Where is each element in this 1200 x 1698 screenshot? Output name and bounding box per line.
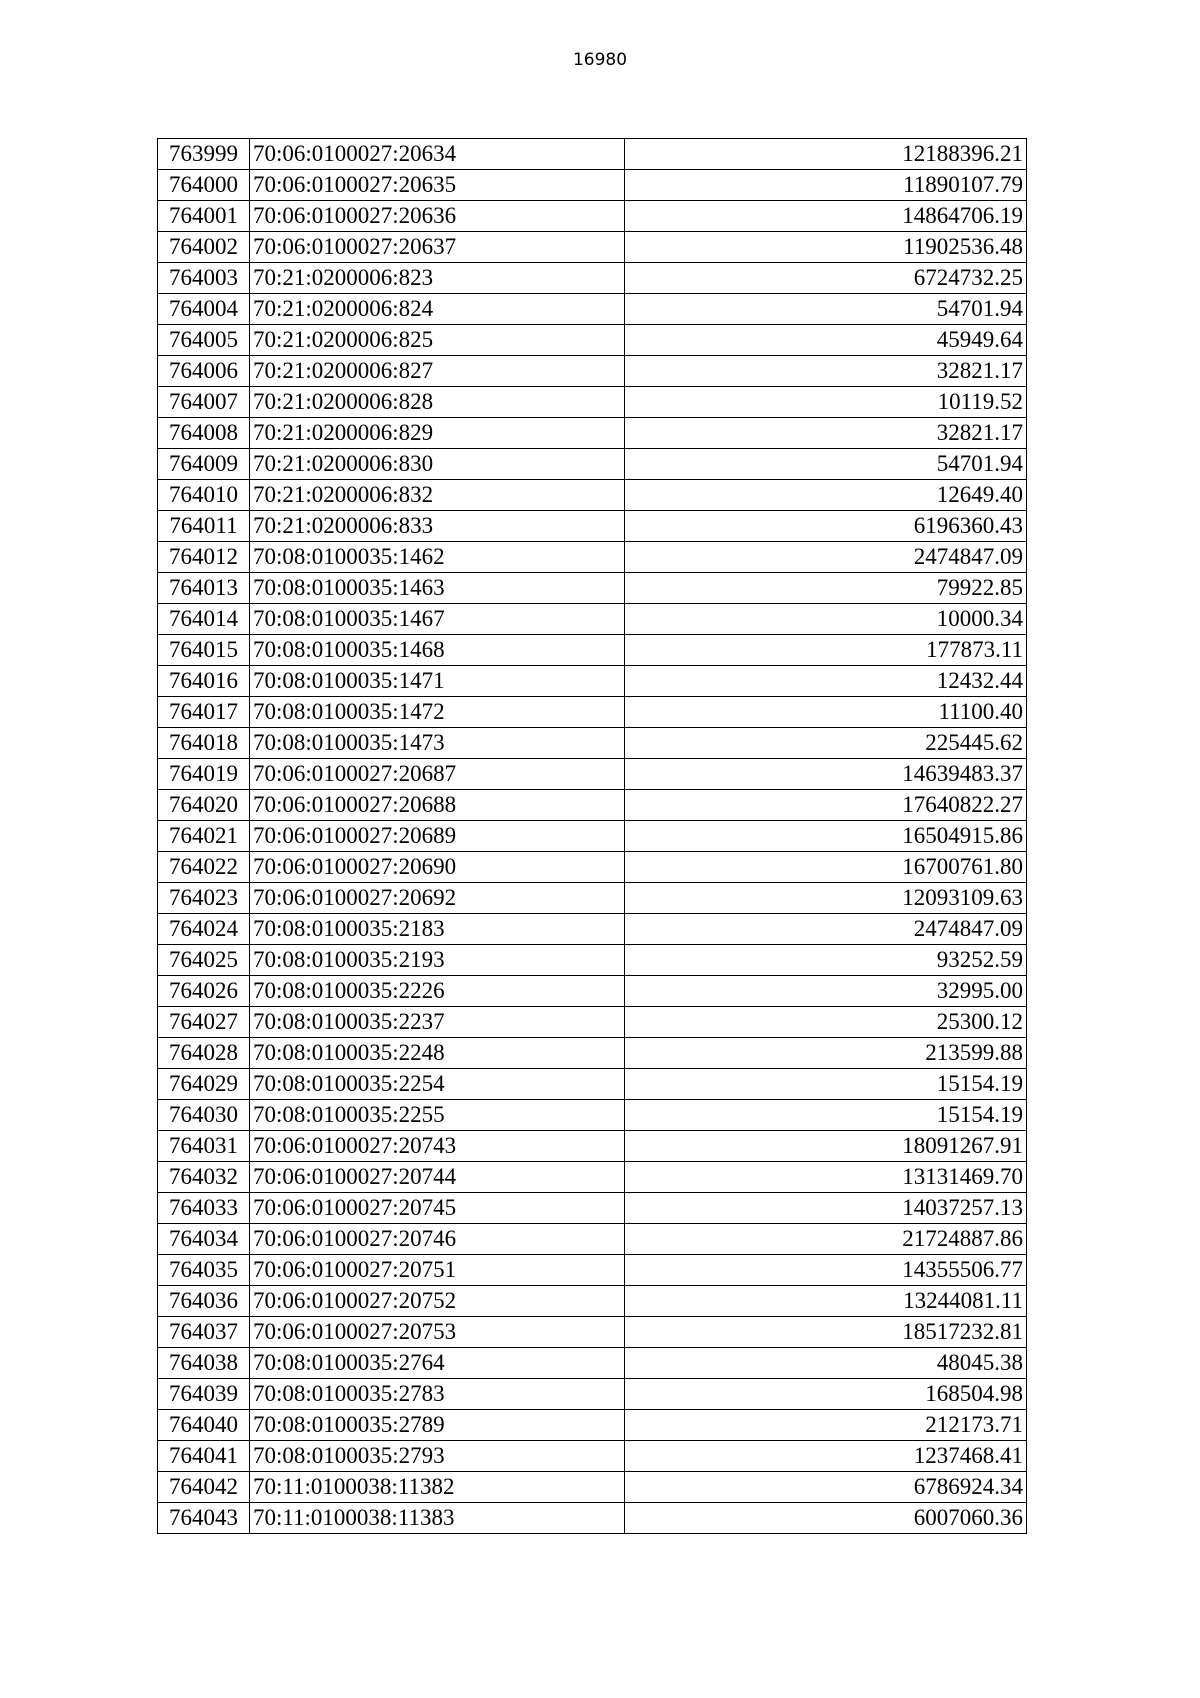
row-number-cell: 764006	[158, 356, 250, 387]
row-number-cell: 764011	[158, 511, 250, 542]
row-number-cell: 764004	[158, 294, 250, 325]
table-row	[158, 542, 1027, 573]
cadastral-value-cell: 12649.40	[625, 480, 1027, 511]
cadastral-value-cell: 212173.71	[625, 1410, 1027, 1441]
table-row	[158, 1255, 1027, 1286]
cadastral-value-cell: 225445.62	[625, 728, 1027, 759]
table-row	[158, 1472, 1027, 1503]
cadastral-number-cell: 70:06:0100027:20634	[250, 139, 625, 170]
cadastral-value-cell: 11100.40	[625, 697, 1027, 728]
table-row	[158, 945, 1027, 976]
table-row	[158, 449, 1027, 480]
cadastral-number-cell: 70:21:0200006:824	[250, 294, 625, 325]
cadastral-number-cell: 70:06:0100027:20752	[250, 1286, 625, 1317]
table-row	[158, 201, 1027, 232]
row-number-cell: 764031	[158, 1131, 250, 1162]
table-row	[158, 604, 1027, 635]
cadastral-value-cell: 54701.94	[625, 449, 1027, 480]
cadastral-number-cell: 70:06:0100027:20746	[250, 1224, 625, 1255]
row-number-cell: 763999	[158, 139, 250, 170]
cadastral-number-cell: 70:08:0100035:1472	[250, 697, 625, 728]
cadastral-value-cell: 32995.00	[625, 976, 1027, 1007]
row-number-cell: 764025	[158, 945, 250, 976]
cadastral-number-cell: 70:08:0100035:1462	[250, 542, 625, 573]
cadastral-value-cell: 2474847.09	[625, 914, 1027, 945]
cadastral-number-cell: 70:08:0100035:1468	[250, 635, 625, 666]
cadastral-number-cell: 70:21:0200006:830	[250, 449, 625, 480]
table-row	[158, 263, 1027, 294]
table-row	[158, 387, 1027, 418]
cadastral-number-cell: 70:08:0100035:2248	[250, 1038, 625, 1069]
cadastral-value-cell: 21724887.86	[625, 1224, 1027, 1255]
table-row	[158, 1131, 1027, 1162]
table-row	[158, 1286, 1027, 1317]
table-row	[158, 852, 1027, 883]
row-number-cell: 764014	[158, 604, 250, 635]
row-number-cell: 764012	[158, 542, 250, 573]
cadastral-number-cell: 70:06:0100027:20744	[250, 1162, 625, 1193]
cadastral-number-cell: 70:06:0100027:20751	[250, 1255, 625, 1286]
cadastral-number-cell: 70:08:0100035:2793	[250, 1441, 625, 1472]
cadastral-value-cell: 1237468.41	[625, 1441, 1027, 1472]
row-number-cell: 764021	[158, 821, 250, 852]
cadastral-number-cell: 70:06:0100027:20636	[250, 201, 625, 232]
table-row	[158, 1100, 1027, 1131]
table-row	[158, 480, 1027, 511]
row-number-cell: 764033	[158, 1193, 250, 1224]
cadastral-value-table	[157, 138, 1027, 1534]
cadastral-number-cell: 70:08:0100035:2193	[250, 945, 625, 976]
row-number-cell: 764013	[158, 573, 250, 604]
page-number: 16980	[572, 50, 628, 70]
table-row	[158, 511, 1027, 542]
cadastral-value-cell: 15154.19	[625, 1069, 1027, 1100]
cadastral-value-cell: 6786924.34	[625, 1472, 1027, 1503]
cadastral-value-cell: 14864706.19	[625, 201, 1027, 232]
row-number-cell: 764007	[158, 387, 250, 418]
row-number-cell: 764029	[158, 1069, 250, 1100]
table-row	[158, 1379, 1027, 1410]
table-row	[158, 1503, 1027, 1534]
cadastral-value-cell: 18517232.81	[625, 1317, 1027, 1348]
row-number-cell: 764026	[158, 976, 250, 1007]
table-row	[158, 1007, 1027, 1038]
row-number-cell: 764020	[158, 790, 250, 821]
cadastral-value-cell: 17640822.27	[625, 790, 1027, 821]
table-row	[158, 573, 1027, 604]
cadastral-value-cell: 13131469.70	[625, 1162, 1027, 1193]
cadastral-value-cell: 79922.85	[625, 573, 1027, 604]
row-number-cell: 764043	[158, 1503, 250, 1534]
cadastral-value-cell: 93252.59	[625, 945, 1027, 976]
cadastral-value-cell: 15154.19	[625, 1100, 1027, 1131]
cadastral-value-cell: 6007060.36	[625, 1503, 1027, 1534]
cadastral-number-cell: 70:06:0100027:20635	[250, 170, 625, 201]
row-number-cell: 764023	[158, 883, 250, 914]
table-row	[158, 976, 1027, 1007]
cadastral-value-cell: 168504.98	[625, 1379, 1027, 1410]
row-number-cell: 764003	[158, 263, 250, 294]
row-number-cell: 764000	[158, 170, 250, 201]
cadastral-value-cell: 12093109.63	[625, 883, 1027, 914]
cadastral-value-cell: 10000.34	[625, 604, 1027, 635]
row-number-cell: 764032	[158, 1162, 250, 1193]
row-number-cell: 764017	[158, 697, 250, 728]
cadastral-value-cell: 6196360.43	[625, 511, 1027, 542]
table-row	[158, 914, 1027, 945]
cadastral-value-cell: 177873.11	[625, 635, 1027, 666]
cadastral-value-cell: 14037257.13	[625, 1193, 1027, 1224]
cadastral-number-cell: 70:21:0200006:828	[250, 387, 625, 418]
row-number-cell: 764015	[158, 635, 250, 666]
row-number-cell: 764008	[158, 418, 250, 449]
table-row	[158, 790, 1027, 821]
row-number-cell: 764035	[158, 1255, 250, 1286]
cadastral-number-cell: 70:08:0100035:1463	[250, 573, 625, 604]
cadastral-number-cell: 70:08:0100035:2226	[250, 976, 625, 1007]
table-row	[158, 418, 1027, 449]
cadastral-number-cell: 70:08:0100035:2254	[250, 1069, 625, 1100]
cadastral-number-cell: 70:11:0100038:11382	[250, 1472, 625, 1503]
table-row	[158, 728, 1027, 759]
row-number-cell: 764002	[158, 232, 250, 263]
cadastral-value-cell: 32821.17	[625, 418, 1027, 449]
cadastral-number-cell: 70:08:0100035:1471	[250, 666, 625, 697]
table-row	[158, 1069, 1027, 1100]
row-number-cell: 764019	[158, 759, 250, 790]
row-number-cell: 764038	[158, 1348, 250, 1379]
table-row	[158, 325, 1027, 356]
table-row	[158, 883, 1027, 914]
cadastral-value-cell: 48045.38	[625, 1348, 1027, 1379]
row-number-cell: 764016	[158, 666, 250, 697]
table-row	[158, 294, 1027, 325]
cadastral-value-cell: 14355506.77	[625, 1255, 1027, 1286]
cadastral-number-cell: 70:21:0200006:823	[250, 263, 625, 294]
table-row	[158, 139, 1027, 170]
cadastral-number-cell: 70:08:0100035:2183	[250, 914, 625, 945]
cadastral-value-cell: 12188396.21	[625, 139, 1027, 170]
cadastral-number-cell: 70:08:0100035:2255	[250, 1100, 625, 1131]
row-number-cell: 764010	[158, 480, 250, 511]
table-row	[158, 1224, 1027, 1255]
row-number-cell: 764037	[158, 1317, 250, 1348]
table-row	[158, 1410, 1027, 1441]
cadastral-value-cell: 32821.17	[625, 356, 1027, 387]
table-row	[158, 1441, 1027, 1472]
row-number-cell: 764040	[158, 1410, 250, 1441]
cadastral-value-cell: 54701.94	[625, 294, 1027, 325]
cadastral-number-cell: 70:08:0100035:1473	[250, 728, 625, 759]
cadastral-number-cell: 70:06:0100027:20688	[250, 790, 625, 821]
table-row	[158, 1162, 1027, 1193]
cadastral-value-cell: 11890107.79	[625, 170, 1027, 201]
row-number-cell: 764039	[158, 1379, 250, 1410]
table-row	[158, 356, 1027, 387]
cadastral-value-cell: 13244081.11	[625, 1286, 1027, 1317]
cadastral-value-cell: 16504915.86	[625, 821, 1027, 852]
row-number-cell: 764022	[158, 852, 250, 883]
table-row	[158, 170, 1027, 201]
table-row	[158, 1317, 1027, 1348]
cadastral-number-cell: 70:06:0100027:20692	[250, 883, 625, 914]
row-number-cell: 764024	[158, 914, 250, 945]
cadastral-value-cell: 6724732.25	[625, 263, 1027, 294]
cadastral-number-cell: 70:21:0200006:829	[250, 418, 625, 449]
cadastral-number-cell: 70:08:0100035:2789	[250, 1410, 625, 1441]
cadastral-value-cell: 2474847.09	[625, 542, 1027, 573]
table-row	[158, 666, 1027, 697]
table-row	[158, 821, 1027, 852]
cadastral-number-cell: 70:21:0200006:833	[250, 511, 625, 542]
cadastral-number-cell: 70:06:0100027:20743	[250, 1131, 625, 1162]
cadastral-value-cell: 213599.88	[625, 1038, 1027, 1069]
cadastral-number-cell: 70:08:0100035:2764	[250, 1348, 625, 1379]
table-row	[158, 697, 1027, 728]
table-body	[158, 139, 1027, 1534]
cadastral-value-cell: 11902536.48	[625, 232, 1027, 263]
row-number-cell: 764009	[158, 449, 250, 480]
table-row	[158, 635, 1027, 666]
cadastral-value-cell: 16700761.80	[625, 852, 1027, 883]
cadastral-number-cell: 70:06:0100027:20689	[250, 821, 625, 852]
cadastral-number-cell: 70:08:0100035:2237	[250, 1007, 625, 1038]
row-number-cell: 764005	[158, 325, 250, 356]
cadastral-number-cell: 70:06:0100027:20690	[250, 852, 625, 883]
table-row	[158, 232, 1027, 263]
cadastral-number-cell: 70:06:0100027:20745	[250, 1193, 625, 1224]
cadastral-value-cell: 12432.44	[625, 666, 1027, 697]
cadastral-number-cell: 70:06:0100027:20753	[250, 1317, 625, 1348]
table-row	[158, 1193, 1027, 1224]
cadastral-value-cell: 14639483.37	[625, 759, 1027, 790]
cadastral-value-cell: 25300.12	[625, 1007, 1027, 1038]
cadastral-number-cell: 70:21:0200006:825	[250, 325, 625, 356]
row-number-cell: 764027	[158, 1007, 250, 1038]
cadastral-number-cell: 70:08:0100035:2783	[250, 1379, 625, 1410]
cadastral-number-cell: 70:08:0100035:1467	[250, 604, 625, 635]
cadastral-value-cell: 45949.64	[625, 325, 1027, 356]
row-number-cell: 764041	[158, 1441, 250, 1472]
cadastral-value-cell: 18091267.91	[625, 1131, 1027, 1162]
cadastral-number-cell: 70:11:0100038:11383	[250, 1503, 625, 1534]
row-number-cell: 764018	[158, 728, 250, 759]
row-number-cell: 764030	[158, 1100, 250, 1131]
cadastral-number-cell: 70:21:0200006:832	[250, 480, 625, 511]
table-row	[158, 1348, 1027, 1379]
row-number-cell: 764001	[158, 201, 250, 232]
table-row	[158, 1038, 1027, 1069]
cadastral-number-cell: 70:21:0200006:827	[250, 356, 625, 387]
table-row	[158, 759, 1027, 790]
cadastral-number-cell: 70:06:0100027:20637	[250, 232, 625, 263]
cadastral-number-cell: 70:06:0100027:20687	[250, 759, 625, 790]
row-number-cell: 764036	[158, 1286, 250, 1317]
row-number-cell: 764028	[158, 1038, 250, 1069]
cadastral-value-cell: 10119.52	[625, 387, 1027, 418]
row-number-cell: 764042	[158, 1472, 250, 1503]
row-number-cell: 764034	[158, 1224, 250, 1255]
